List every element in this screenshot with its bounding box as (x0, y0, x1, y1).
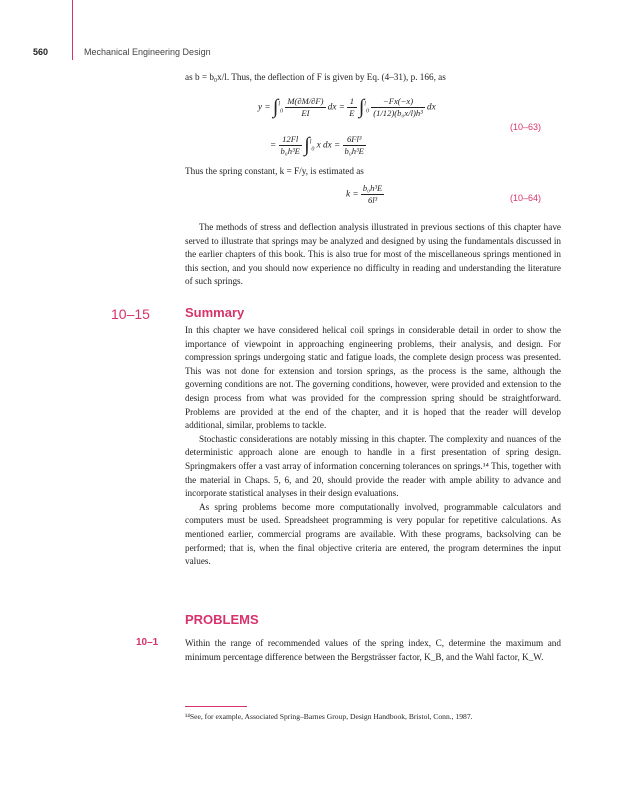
integral-sign: ∫ (358, 96, 365, 118)
int-upper: l (364, 101, 366, 108)
summary-paragraph-1: In this chapter we have considered helical coil springs in considerable detail in order to show the importance of viewpoint in approaching engineering problems, their analysis, and design. For compression springs undergoing static and fatigue loads, the complete design process was presented. This was not done for extension and torsion springs, as the process is the same, although the governing conditions are not. The governing conditions, however, were provided and extension to the design process from what was provided for the compression spring should be straightforward. Problems are provided at the end of the chapter, and it is hoped that the reader will develop additional, similar, problems to tackle. (185, 325, 561, 431)
footnote-rule (185, 706, 247, 707)
equation-number-10-64: (10–64) (510, 193, 542, 203)
intro-line: as b = b₀x/l. Thus, the deflection of F is given by Eq. (4–31), p. 166, as (185, 72, 446, 82)
header-rule (72, 0, 73, 60)
int-lower: 0 (365, 108, 369, 115)
page-number: 560 (33, 47, 49, 57)
fraction: $\frac{M(\partial M/\partial F)}{EI}$ (287, 96, 324, 118)
section-number: 10–15 (111, 306, 150, 322)
int-upper: l (278, 101, 281, 108)
dx: dx (427, 101, 436, 112)
fraction: $\frac{\text{6Fl³}}{\text{b₀h³E}}$ (344, 134, 364, 156)
integral-sign: ∫ (272, 96, 279, 118)
paragraph: The methods of stress and deflection analysis illustrated in previous sections of this chapter have served to illustrate that springs may be analyzed and designed by using the fundamentals discussed in the earlier chapters of this book. This is also true for most of the miscellaneous springs mentioned in this section, and you should now experience no difficulty in reading and understanding the literature of such springs. (185, 222, 561, 287)
int-lower: 0 (311, 146, 315, 153)
footnote: ¹⁴See, for example, Associated Spring–Barnes Group, Design Handbook, Bristol, Conn., 1987. (185, 712, 473, 721)
problem-text: Within the range of recommended values of the spring index, C, determine the maximum and minimum percentage difference between the Bergsträsser factor, K_B, and the Wahl factor, K_W. (185, 638, 561, 662)
problems-title: PROBLEMS (185, 612, 259, 627)
eq-equals: = (270, 139, 277, 150)
summary-body (185, 324, 561, 569)
x-dx: x dx = (316, 139, 341, 150)
summary-paragraph-3: As spring problems become more computationally involved, programmable calculators and computers must be used. Spreadsheet programming is very popular for repetitive calculations. As mentioned earlier, commercial programs are available. With these programs, backsolving can be performed; that is, when the final objective criteria are entered, the program determines the input values. (185, 501, 561, 567)
integral-sign: ∫ (304, 134, 310, 156)
dx: dx = (327, 101, 345, 112)
int-upper: l (309, 139, 312, 146)
equation-10-63-line2 (270, 134, 366, 157)
fraction: $\frac{\text{b₀h³E}}{\text{6l³}}$ (362, 183, 383, 205)
fraction: $\frac{12Fl}{\text{b₀h³E}}$ (280, 134, 300, 156)
section-title: Summary (185, 305, 245, 320)
summary-paragraph-2: Stochastic considerations are notably missing in this chapter. The complexity and nuances of the deterministic approach alone are enough to handle in a first presentation of spring design. Springmakers offer a vast array of information concerning tolerances on springs.¹⁴ This, together with the material in Chaps. 5, 6, and 20, should provide the reader with ample ability to advance and incorporate statistical analyses in their design evaluations. (185, 433, 561, 499)
equation-number-10-63: (10–63) (510, 122, 542, 132)
problem-number: 10–1 (136, 637, 159, 648)
equation-10-63-line1 (258, 96, 436, 119)
equation-10-64 (346, 183, 384, 206)
fraction: $\frac{1}{E}$ (349, 96, 355, 118)
fraction: $\frac{-Fx(-x)}{\text{(1/12)(b₀x/l)h³}}$ (373, 96, 423, 118)
eq-lhs: y = (258, 101, 271, 112)
eq-lhs: k = (346, 188, 359, 199)
methods-paragraph (185, 221, 561, 289)
running-title: Mechanical Engineering Design (84, 47, 211, 57)
problem-text-block (185, 637, 561, 664)
int-lower: 0 (280, 108, 284, 115)
spring-constant-line: Thus the spring constant, k = F/y, is estimated as (185, 166, 364, 176)
